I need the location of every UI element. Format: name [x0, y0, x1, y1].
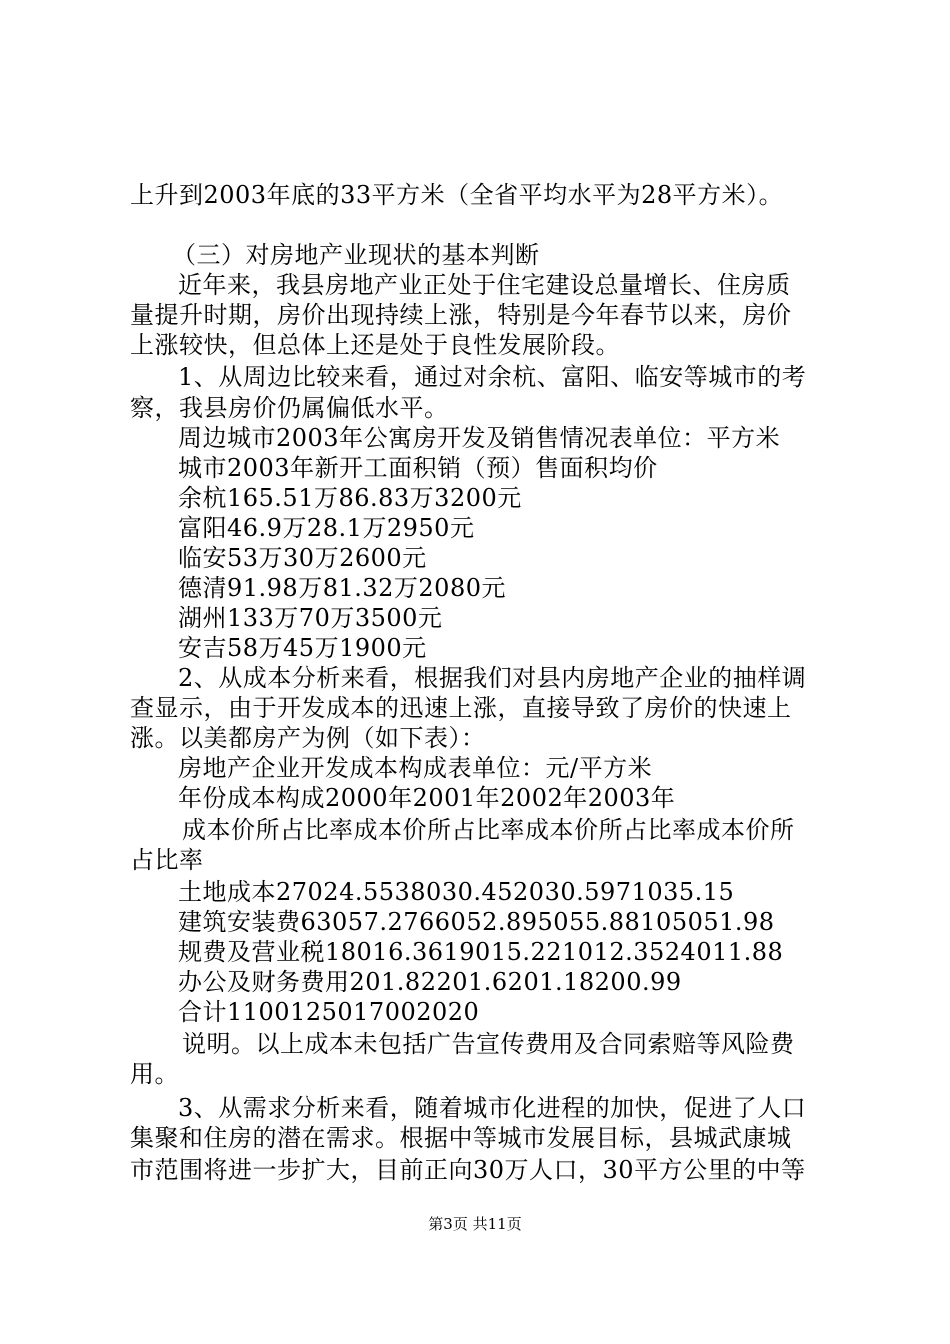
- table-header-row: 年份成本构成2000年2001年2002年2003年: [178, 784, 676, 812]
- paragraph-line: 1、从周边比较来看，通过对余杭、富阳、临安等城市的考: [178, 363, 807, 391]
- table-row: 富阳46.9万28.1万2950元: [178, 514, 475, 542]
- paragraph-line: 市范围将进一步扩大，目前正向30万人口，30平方公里的中等: [130, 1156, 806, 1184]
- section-heading: （三）对房地产业现状的基本判断: [172, 241, 540, 269]
- table-caption: 房地产企业开发成本构成表单位：元/平方米: [178, 754, 653, 782]
- table-row: 办公及财务费用201.82201.6201.18200.99: [178, 968, 682, 996]
- table-row: 土地成本27024.5538030.452030.5971035.15: [178, 878, 735, 906]
- page-number-footer: 第3页 共11页: [428, 1215, 522, 1233]
- paragraph-line: 用。: [130, 1060, 179, 1088]
- table-header-row: 成本价所占比率成本价所占比率成本价所占比率成本价所: [182, 816, 795, 844]
- table-row: 安吉58万45万1900元: [178, 634, 427, 662]
- paragraph-line: 近年来，我县房地产业正处于住宅建设总量增长、住房质: [178, 271, 791, 299]
- paragraph-line: 涨。以美都房产为例（如下表）：: [130, 724, 486, 752]
- table-row: 规费及营业税18016.3619015.221012.3524011.88: [178, 938, 784, 966]
- paragraph-line: 上涨较快，但总体上还是处于良性发展阶段。: [130, 331, 620, 359]
- paragraph-line: 量提升时期，房价出现持续上涨，特别是今年春节以来，房价: [130, 301, 792, 329]
- table-row: 余杭165.51万86.83万3200元: [178, 484, 522, 512]
- table-header-row: 城市2003年新开工面积销（预）售面积均价: [178, 454, 658, 482]
- table-row: 合计1100125017002020: [178, 998, 480, 1026]
- table-caption: 周边城市2003年公寓房开发及销售情况表单位：平方米: [178, 424, 781, 452]
- table-row: 德清91.98万81.32万2080元: [178, 574, 506, 602]
- paragraph-line: 3、从需求分析来看，随着城市化进程的加快，促进了人口: [178, 1094, 807, 1122]
- paragraph-line: 查显示，由于开发成本的迅速上涨，直接导致了房价的快速上: [130, 694, 792, 722]
- paragraph-line: 2、从成本分析来看，根据我们对县内房地产企业的抽样调: [178, 664, 807, 692]
- paragraph-line: 集聚和住房的潜在需求。根据中等城市发展目标，县城武康城: [130, 1124, 792, 1152]
- table-header-row: 占比率: [130, 846, 204, 874]
- paragraph-line: 说明。以上成本未包括广告宣传费用及合同索赔等风险费: [182, 1030, 795, 1058]
- table-row: 湖州133万70万3500元: [178, 604, 443, 632]
- table-row: 临安53万30万2600元: [178, 544, 427, 572]
- paragraph-line: 上升到2003年底的33平方米（全省平均水平为28平方米）。: [130, 181, 784, 209]
- table-row: 建筑安装费63057.2766052.895055.88105051.98: [178, 908, 775, 936]
- paragraph-line: 察，我县房价仍属偏低水平。: [130, 394, 449, 422]
